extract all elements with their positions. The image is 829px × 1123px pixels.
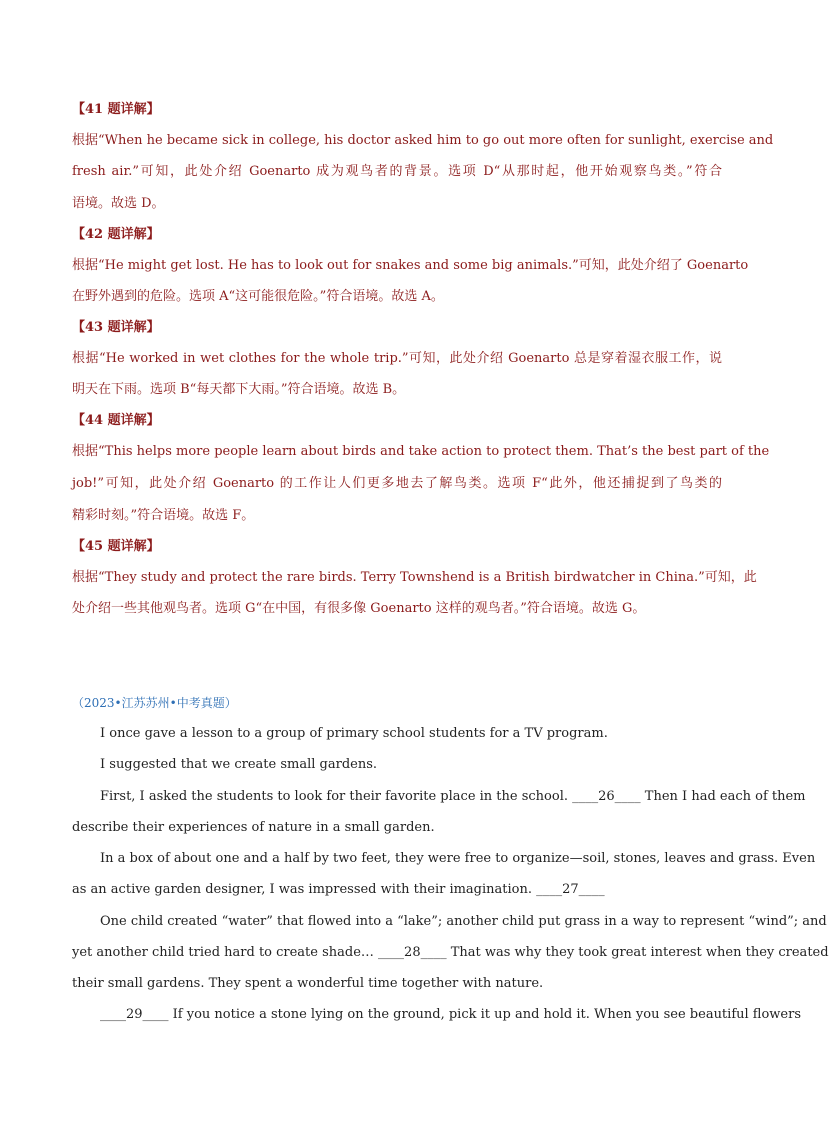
answer-44-line-1: 根据“This helps more people learn about birds and take action to protect them. That’s the best part of the — [72, 444, 770, 459]
answer-43-line-2: 明天在下雨。选项 B“每天都下大雨。”符合语境。故选 B。 — [72, 382, 406, 397]
answer-45-line-1: 根据“They study and protect the rare birds. Terry Townshend is a British birdwatcher in China.”可知，此 — [72, 570, 757, 585]
answer-43-line-1: 根据“He worked in wet clothes for the whole trip.”可知，此处介绍 Goenarto 总是穿着湿衣服工作，说 — [72, 351, 722, 366]
passage-line-9: their small gardens. They spent a wonderful time together with nature. — [72, 976, 544, 991]
answer-heading-44: 【44 题详解】 — [72, 413, 160, 428]
answer-41-line-1: 根据“When he became sick in college, his doctor asked him to go out more often for sunlight, exercise and — [72, 133, 774, 148]
passage-line-3: First, I asked the students to look for their favorite place in the school. ____26____ Then I had each of them — [100, 789, 806, 804]
question-source: （2023•江苏苏州•中考真题） — [72, 696, 237, 710]
answer-42-line-1: 根据“He might get lost. He has to look out for snakes and some big animals.”可知，此处介绍了 Goenarto — [72, 258, 749, 273]
passage-line-4: describe their experiences of nature in a small garden. — [72, 820, 435, 835]
passage-line-6: as an active garden designer, I was impressed with their imagination. ____27____ — [72, 882, 605, 897]
passage-line-1: I once gave a lesson to a group of primary school students for a TV program. — [100, 726, 608, 741]
answer-44-line-3: 精彩时刻。”符合语境。故选 F。 — [72, 508, 255, 523]
passage-line-5: In a box of about one and a half by two feet, they were free to organize—soil, stones, leaves and grass. Even — [100, 851, 816, 866]
passage-line-10: ____29____ If you notice a stone lying on the ground, pick it up and hold it. When you see beautiful flowers — [100, 1007, 801, 1022]
answer-42-line-2: 在野外遇到的危险。选项 A“这可能很危险。”符合语境。故选 A。 — [72, 289, 444, 304]
answer-heading-42: 【42 题详解】 — [72, 227, 160, 242]
passage-line-7: One child created “water” that flowed into a “lake”; another child put grass in a way to represent “wind”; and — [100, 914, 827, 929]
answer-45-line-2: 处介绍一些其他观鸟者。选项 G“在中国，有很多像 Goenarto 这样的观鸟者。”符合语境。故选 G。 — [72, 601, 646, 616]
passage-line-8: yet another child tried hard to create shade… ____28____ That was why they took great interest when they created — [72, 945, 829, 960]
passage-line-2: I suggested that we create small gardens. — [100, 757, 378, 772]
answer-heading-45: 【45 题详解】 — [72, 539, 160, 554]
answer-41-line-3: 语境。故选 D。 — [72, 196, 165, 211]
answer-41-line-2: fresh air.”可知，此处介绍 Goenarto 成为观鸟者的背景。选项 D“从那时起，他开始观察鸟类。”符合 — [72, 164, 722, 179]
answer-heading-41: 【41 题详解】 — [72, 102, 160, 117]
answer-heading-43: 【43 题详解】 — [72, 320, 160, 335]
answer-44-line-2: job!”可知，此处介绍 Goenarto 的工作让人们更多地去了解鸟类。选项 F“此外，他还捕捉到了鸟类的 — [72, 476, 722, 491]
